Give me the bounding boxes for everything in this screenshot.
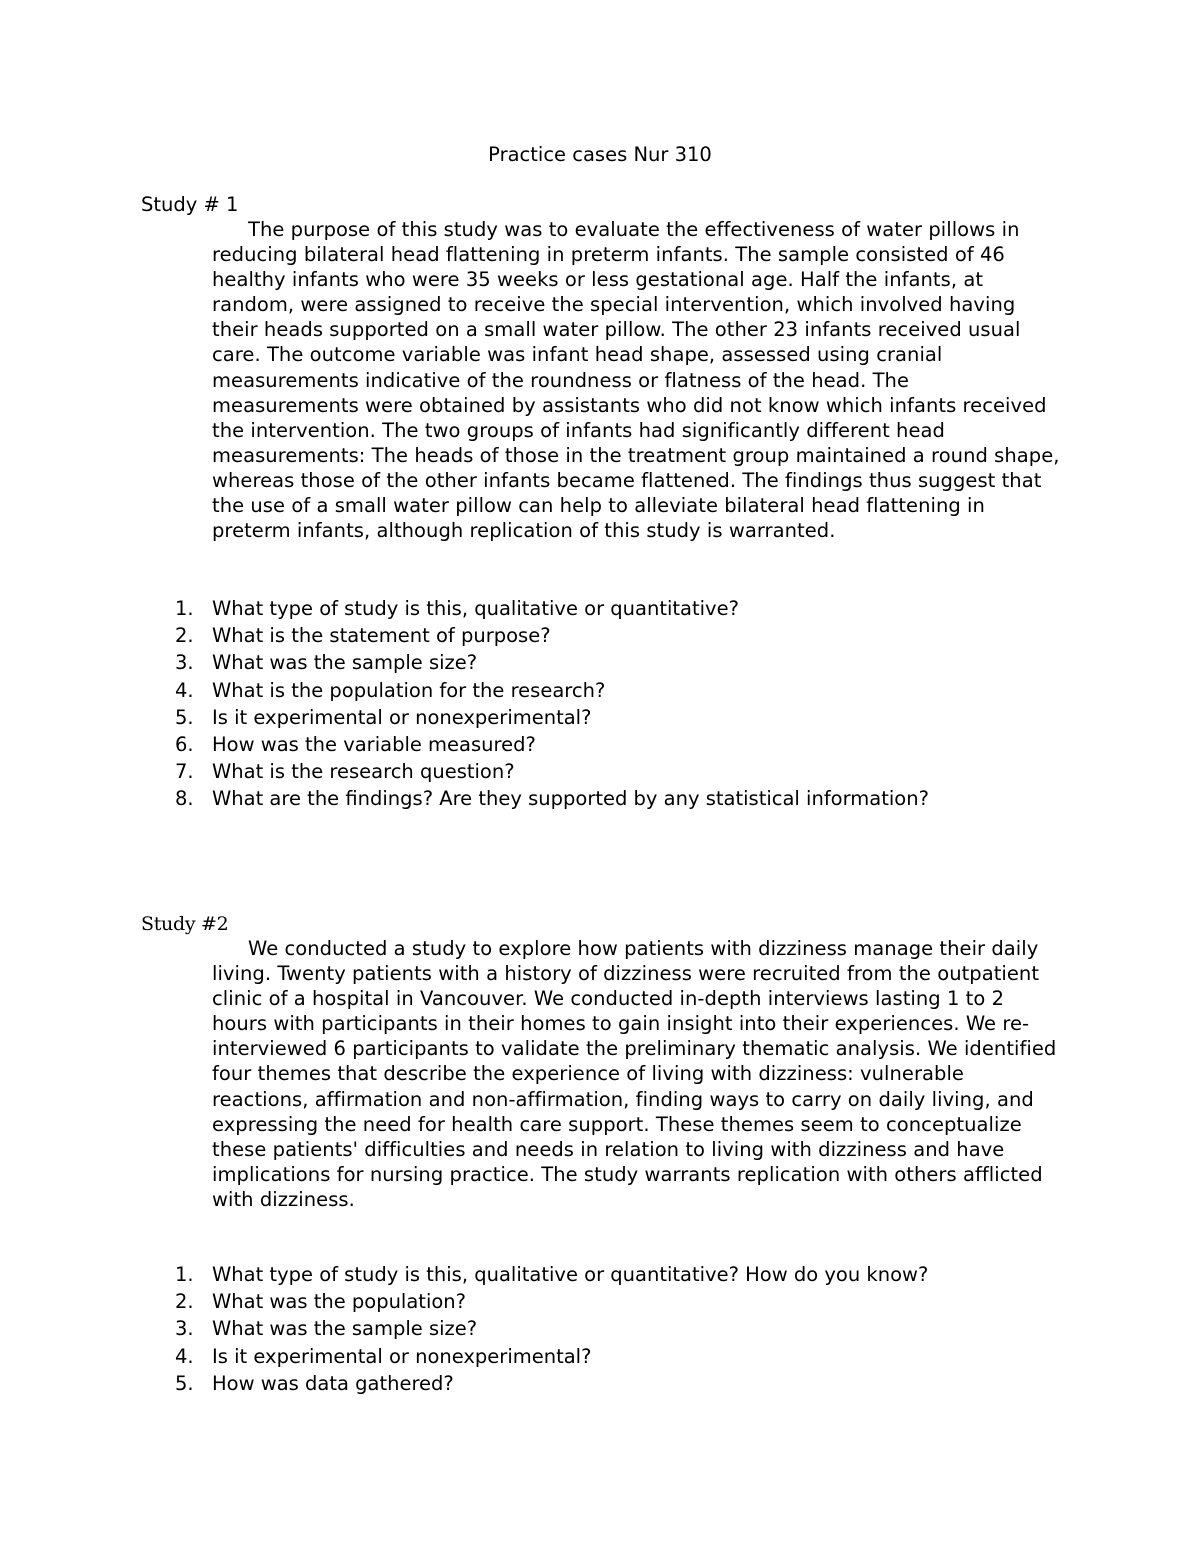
study-2-paragraph: We conducted a study to explore how patients with dizziness manage their daily living. Twenty patients with a history of dizziness were recruited from the outpatient clinic of a hospital in Vancouver. We conducted in-depth interviews lasting 1 to 2 hours with participants in their homes to gain insight into their experiences. We re-interviewed 6 participants to validate the preliminary thematic analysis. We identified four themes that describe the experience of living with dizziness: vulnerable reactions, affirmation and non-affirmation, finding ways to carry on daily living, and expressing the need for health care support. These themes seem to conceptualize these patients' difficulties and needs in relation to living with dizziness and have implications for nursing practice. The study warrants replication with others afflicted with dizziness. <box>212 937 1057 1211</box>
question-item <box>166 649 929 676</box>
question-item <box>166 1261 928 1288</box>
question-text: What was the population? <box>212 1290 467 1314</box>
question-item <box>166 731 929 758</box>
question-number: 7. <box>175 760 194 784</box>
page-title: Practice cases Nur 310 <box>488 143 712 166</box>
question-number: 5. <box>175 1371 194 1395</box>
question-text: What is the population for the research? <box>212 678 606 702</box>
question-text: What type of study is this, qualitative or quantitative? <box>212 597 739 620</box>
question-number: 1. <box>175 597 194 620</box>
question-item <box>166 785 929 812</box>
question-text: What was the sample size? <box>212 651 478 675</box>
question-text: What is the statement of purpose? <box>212 624 551 648</box>
question-item <box>166 595 929 622</box>
question-item <box>166 758 929 785</box>
question-item <box>166 677 929 704</box>
study-1-heading: Study # 1 <box>141 193 239 216</box>
study-2-question-list <box>166 1261 928 1397</box>
question-number: 6. <box>175 733 194 757</box>
question-item <box>166 622 929 649</box>
question-number: 8. <box>175 787 194 811</box>
question-number: 3. <box>175 651 194 675</box>
question-number: 4. <box>175 1344 194 1368</box>
question-item <box>166 1343 928 1370</box>
question-number: 1. <box>175 1263 194 1286</box>
question-item <box>166 1288 928 1315</box>
question-item <box>166 704 929 731</box>
question-text: Is it experimental or nonexperimental? <box>212 705 592 729</box>
question-item <box>166 1370 928 1397</box>
study-2-heading: Study #2 <box>141 913 229 935</box>
question-number: 2. <box>175 624 194 648</box>
question-number: 4. <box>175 678 194 702</box>
question-number: 2. <box>175 1290 194 1314</box>
question-text: What is the research question? <box>212 760 515 784</box>
study-1-question-list <box>166 595 929 813</box>
question-text: Is it experimental or nonexperimental? <box>212 1344 592 1368</box>
question-number: 5. <box>175 705 194 729</box>
question-text: How was the variable measured? <box>212 733 536 757</box>
study-1-paragraph: The purpose of this study was to evaluate the effectiveness of water pillows in reducing bilateral head flattening in preterm infants. The sample consisted of 46 healthy infants who were 35 weeks or less gestational age. Half the infants, at random, were assigned to receive the special intervention, which involved having their heads supported on a small water pillow. The other 23 infants received usual care. The outcome variable was infant head shape, assessed using cranial measurements indicative of the roundness or flatness of the head. The measurements were obtained by assistants who did not know which infants received the intervention. The two groups of infants had significantly different head measurements: The heads of those in the treatment group maintained a round shape, whereas those of the other infants became flattened. The findings thus suggest that the use of a small water pillow can help to alleviate bilateral head flattening in preterm infants, although replication of this study is warranted. <box>212 218 1060 543</box>
question-text: How was data gathered? <box>212 1371 454 1395</box>
question-text: What was the sample size? <box>212 1317 478 1341</box>
question-number: 3. <box>175 1317 194 1341</box>
question-text: What are the findings? Are they supported by any statistical information? <box>212 787 929 811</box>
question-item <box>166 1315 928 1342</box>
question-text: What type of study is this, qualitative or quantitative? How do you know? <box>212 1263 929 1286</box>
